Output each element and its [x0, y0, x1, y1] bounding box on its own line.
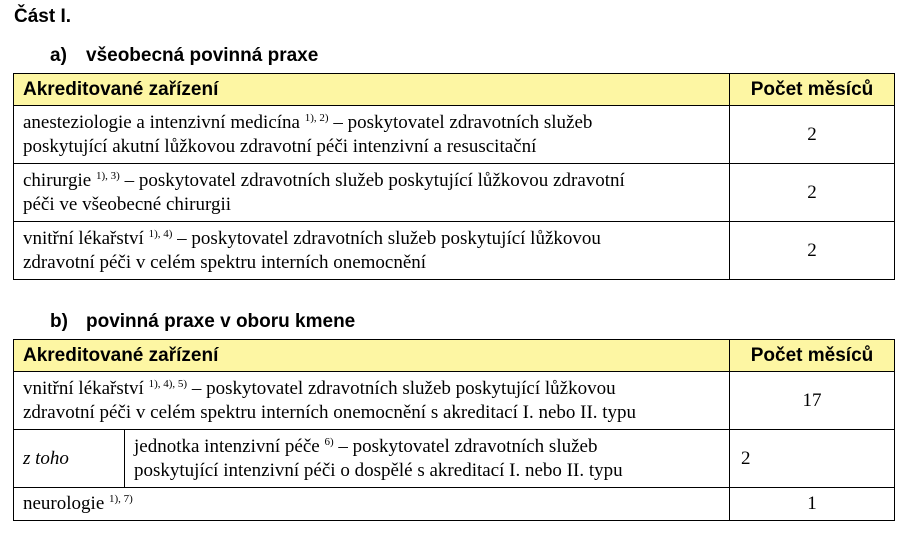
column-header-facility: Akreditované zařízení	[14, 340, 730, 372]
facility-name: anesteziologie a intenzivní medicína	[23, 111, 300, 133]
footnote-refs: 1), 4)	[148, 227, 173, 240]
facility-name: neurologie	[23, 493, 105, 514]
facility-desc-line2: poskytující intenzivní péči o dospělé s akreditací I. nebo II. typu	[134, 459, 623, 481]
footnote-refs: 6)	[324, 435, 334, 448]
column-header-months: Počet měsíců	[730, 74, 895, 106]
column-header-facility: Akreditované zařízení	[14, 74, 730, 106]
facility-cell	[14, 106, 730, 164]
footnote-refs: 1), 2)	[304, 111, 329, 124]
facility-cell	[14, 222, 730, 280]
table-header-row	[14, 340, 895, 372]
months-cell: 2	[730, 106, 895, 164]
table-general-practice	[13, 73, 895, 280]
table-stem-practice	[13, 339, 895, 521]
section-b-heading	[50, 311, 355, 333]
months-cell: 2	[730, 430, 895, 488]
facility-name: chirurgie	[23, 169, 92, 191]
facility-cell	[14, 164, 730, 222]
section-a-letter: a)	[50, 45, 67, 66]
facility-cell	[125, 430, 730, 488]
table-row	[14, 430, 895, 488]
table-row	[14, 372, 895, 430]
table-row	[14, 488, 895, 521]
facility-desc-line2: péči ve všeobecné chirurgii	[23, 193, 232, 215]
months-cell: 2	[730, 164, 895, 222]
facility-desc-line2: zdravotní péči v celém spektru interních onemocnění	[23, 251, 427, 273]
months-cell: 2	[730, 222, 895, 280]
facility-name: vnitřní lékařství	[23, 377, 144, 399]
section-b-title: povinná praxe v oboru kmene	[86, 311, 356, 332]
subset-label: z toho	[14, 430, 125, 488]
months-cell: 1	[730, 488, 895, 521]
facility-cell	[14, 488, 730, 521]
facility-desc-line2: zdravotní péči v celém spektru interních onemocnění s akreditací I. nebo II. typu	[23, 401, 637, 423]
facility-desc-line1: – poskytovatel zdravotních služeb	[328, 111, 593, 133]
footnote-refs: 1), 3)	[96, 169, 120, 182]
footnote-refs: 1), 7)	[109, 493, 133, 505]
table-row	[14, 222, 895, 280]
table-header-row	[14, 74, 895, 106]
facility-desc-line1: – poskytovatel zdravotních služeb	[333, 435, 598, 457]
section-a-heading	[50, 45, 318, 67]
section-b-letter: b)	[50, 311, 68, 332]
facility-cell	[14, 372, 730, 430]
months-cell: 17	[730, 372, 895, 430]
facility-desc-line1: – poskytovatel zdravotních služeb poskytující lůžkovou zdravotní	[119, 169, 625, 191]
section-a-title: všeobecná povinná praxe	[86, 45, 319, 66]
page-title: Část I.	[14, 6, 72, 27]
facility-desc-line1: – poskytovatel zdravotních služeb poskytující lůžkovou	[187, 377, 616, 399]
column-header-months: Počet měsíců	[730, 340, 895, 372]
facility-name: vnitřní lékařství	[23, 227, 144, 249]
table-row	[14, 106, 895, 164]
facility-name: jednotka intenzivní péče	[134, 435, 320, 457]
footnote-refs: 1), 4), 5)	[148, 377, 188, 390]
table-row	[14, 164, 895, 222]
facility-desc-line1: – poskytovatel zdravotních služeb poskytující lůžkovou	[172, 227, 601, 249]
facility-desc-line2: poskytující akutní lůžkovou zdravotní péči intenzivní a resuscitační	[23, 135, 537, 157]
